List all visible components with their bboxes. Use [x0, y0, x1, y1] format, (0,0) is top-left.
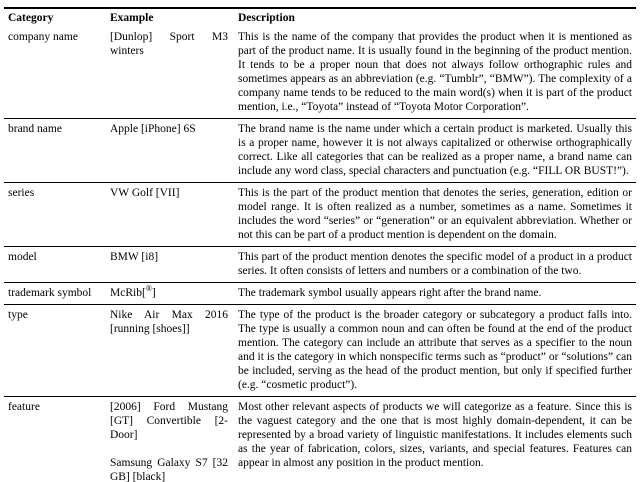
column-header-category: Category [8, 12, 54, 24]
description-text: The trademark symbol usually appears right after the brand name. [238, 287, 542, 299]
example-text: [Dunlop] Sport M3 winters [110, 31, 228, 57]
column-header-description: Description [238, 12, 295, 24]
category-label: trademark symbol [8, 287, 92, 299]
product-annotation-categories-table [4, 7, 636, 482]
example-text-post: ] [151, 287, 156, 299]
category-label: feature [8, 401, 40, 413]
example-text: [2006] Ford Mustang [GT] Convertible [2-Door] [110, 401, 228, 441]
table-row-type [4, 305, 636, 397]
registered-trademark-symbol: ® [145, 284, 152, 294]
table-row-company-name [4, 27, 636, 119]
description-text: The type of the product is the broader category or subcategory a product falls into. The type is usually a common noun and can often be found at the end of the product mention. The category can include an attribute that serves as a specifier to the noun and it is the category in which nonspecific terms such as “product” or “solutions” can be included, serving as the head of the product mention, but only if specified further (e.g. “cosmetic product”). [238, 309, 632, 391]
example-cell [106, 397, 234, 482]
category-label: series [8, 187, 35, 199]
description-text: The brand name is the name under which a certain product is marketed. Usually this is a proper name, however it is not always capitalized or otherwise orthographically correct. Like all categories that can be realized as a proper name, a brand name can include any word class, special characters and punctuation (e.g. “FILL OR BUST!”). [238, 123, 632, 177]
column-header-example: Example [110, 12, 154, 24]
example-text: BMW [i8] [110, 251, 159, 263]
category-label: model [8, 251, 37, 263]
example-text: Nike Air Max 2016 [running [shoes]] [110, 309, 228, 335]
table-header-row [4, 8, 636, 27]
example-text-pre: McRib[ [110, 287, 146, 299]
example-text-secondary: Samsung Galaxy S7 [32 GB] [black] [110, 457, 228, 482]
description-text: This is the part of the product mention that denotes the series, generation, edition or model range. It is often realized as a number, sometimes as a name. Sometimes it includes the word “series” or “generation” or an equivalent abbreviation. Whether or not this can be part of a product mention is dependent on the domain. [238, 187, 632, 241]
description-text: Most other relevant aspects of products we will categorize as a feature. Since this is the vaguest category and the one that is most highly domain-dependent, it can be represented by a broad variety of linguistic manifestations. It includes elements such as the year of fabrication, colors, sizes, variants, and special features. Features can appear in almost any position in the product mention. [238, 401, 632, 469]
example-text [106, 283, 234, 305]
table-row-brand-name [4, 119, 636, 183]
example-text: Apple [iPhone] 6S [110, 123, 196, 135]
table-row-trademark-symbol [4, 283, 636, 305]
category-label: brand name [8, 123, 62, 135]
table-row-model [4, 247, 636, 283]
category-label: type [8, 309, 28, 321]
table-row-feature [4, 397, 636, 482]
category-label: company name [8, 31, 78, 43]
description-text: This is the name of the company that provides the product when it is mentioned as part of the product name. It is usually found in the beginning of the product mention. It tends to be a proper noun that does not always follow orthographic rules and sometimes appears as an abbreviation (e.g. “Tumblr”, “BMW”). The complexity of a company name tends to be reduced to the main word(s) when it is part of the product mention, i.e., “Toyota” instead of “Toyota Motor Corporation”. [238, 31, 632, 113]
example-text: VW Golf [VII] [110, 187, 180, 199]
description-text: This part of the product mention denotes the specific model of a product in a product series. It often consists of letters and numbers or a combination of the two. [238, 251, 632, 277]
table-row-series [4, 183, 636, 247]
